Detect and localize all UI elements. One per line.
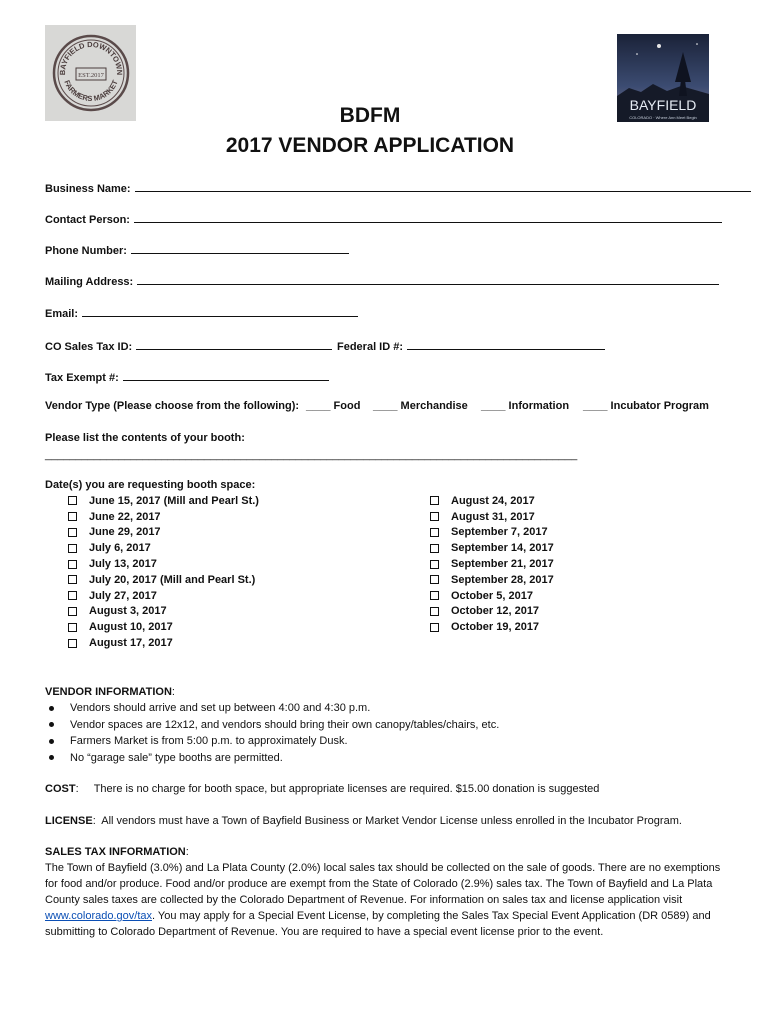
tax-exempt-field[interactable]: Tax Exempt #: xyxy=(45,369,329,384)
booth-contents-line[interactable]: _______________________________________________________________________________________ xyxy=(45,449,578,461)
bullet-icon xyxy=(49,755,54,760)
checkbox-icon[interactable] xyxy=(68,639,77,648)
contact-person-line[interactable] xyxy=(134,211,722,223)
date-option[interactable] xyxy=(68,635,259,651)
date-label: October 19, 2017 xyxy=(451,621,540,634)
bullet-icon xyxy=(49,739,54,744)
bullet-icon xyxy=(49,722,54,727)
checkbox-icon[interactable] xyxy=(68,623,77,632)
vendor-type-merchandise[interactable]: ____ Merchandise xyxy=(373,400,468,412)
booth-contents-label: Please list the contents of your booth: xyxy=(45,432,245,444)
date-option[interactable] xyxy=(430,540,554,556)
date-label: July 20, 2017 (Mill and Pearl St.) xyxy=(89,573,256,586)
date-label: August 31, 2017 xyxy=(451,510,535,523)
date-label: June 15, 2017 (Mill and Pearl St.) xyxy=(89,494,259,507)
title-vendor-application: 2017 VENDOR APPLICATION xyxy=(225,134,515,157)
sales-tax-heading: SALES TAX INFORMATION: xyxy=(45,846,189,858)
mailing-address-line[interactable] xyxy=(137,273,719,285)
vendor-info-item: No “garage sale” type booths are permitted. xyxy=(45,750,499,767)
date-option[interactable] xyxy=(68,619,259,635)
checkbox-icon[interactable] xyxy=(68,591,77,600)
checkbox-icon[interactable] xyxy=(430,512,439,521)
date-label: June 22, 2017 xyxy=(89,510,161,523)
checkbox-icon[interactable] xyxy=(430,575,439,584)
title-bdfm: BDFM xyxy=(339,104,401,127)
date-label: June 29, 2017 xyxy=(89,526,161,539)
license-section: LICENSE: All vendors must have a Town of Bayfield Business or Market Vendor License unless enrolled in the Incubator Program. xyxy=(45,815,682,827)
date-label: July 6, 2017 xyxy=(89,542,151,555)
co-sales-tax-id-line[interactable] xyxy=(136,338,332,350)
svg-text:BAYFIELD: BAYFIELD xyxy=(629,97,697,113)
date-option[interactable] xyxy=(430,525,554,541)
email-line[interactable] xyxy=(82,305,358,317)
vendor-info-list xyxy=(45,700,499,766)
checkbox-icon[interactable] xyxy=(68,544,77,553)
date-option[interactable] xyxy=(68,540,259,556)
svg-text:EST.2017: EST.2017 xyxy=(77,72,104,79)
date-label: August 10, 2017 xyxy=(89,621,173,634)
checkbox-icon[interactable] xyxy=(430,544,439,553)
cost-section: COST: There is no charge for booth space, but appropriate licenses are required. $15.00 donation is suggested xyxy=(45,783,600,795)
date-option[interactable] xyxy=(430,604,554,620)
date-option[interactable] xyxy=(68,493,259,509)
business-name-line[interactable] xyxy=(135,180,751,192)
date-option[interactable] xyxy=(68,572,259,588)
date-option[interactable] xyxy=(68,525,259,541)
vendor-info-item: Farmers Market is from 5:00 p.m. to approximately Dusk. xyxy=(45,733,499,750)
date-option[interactable] xyxy=(430,493,554,509)
date-option[interactable] xyxy=(430,588,554,604)
svg-text:COLORADO · Where Ann Meet Begi: COLORADO · Where Ann Meet Begin xyxy=(629,115,697,120)
tax-exempt-line[interactable] xyxy=(123,369,329,381)
co-sales-tax-id-field[interactable]: CO Sales Tax ID: xyxy=(45,338,332,353)
checkbox-icon[interactable] xyxy=(430,623,439,632)
federal-id-line[interactable] xyxy=(407,338,605,350)
date-label: August 24, 2017 xyxy=(451,494,535,507)
checkbox-icon[interactable] xyxy=(68,575,77,584)
date-label: October 12, 2017 xyxy=(451,605,540,618)
date-label: September 7, 2017 xyxy=(451,526,548,539)
checkbox-icon[interactable] xyxy=(430,496,439,505)
checkbox-icon[interactable] xyxy=(430,560,439,569)
bullet-icon xyxy=(49,706,54,711)
sales-tax-paragraph: The Town of Bayfield (3.0%) and La Plata County (2.0%) local sales tax should be collected on the sale of goods. There are no exemptions for food and/or produce. Food and/or produce are exempt from the State of Colorado (2.9%) sales tax. The Town of Bayfield and La Plata County sales taxes are collected by the Colorado Department of Revenue. For information on sales tax and license application visit www.colorado.gov/tax. You may apply for a Special Event License, by completing the Sales Tax Special Event Application (DR 0589) and submitting to Colorado Department of Revenue. You are required to have a special event license prior to the event. xyxy=(45,862,721,938)
date-option[interactable] xyxy=(68,509,259,525)
phone-number-line[interactable] xyxy=(131,242,349,254)
federal-id-field[interactable]: Federal ID #: xyxy=(337,338,605,353)
svg-text:FARMERS MARKET: FARMERS MARKET xyxy=(61,78,120,104)
checkbox-icon[interactable] xyxy=(68,512,77,521)
date-option[interactable] xyxy=(68,604,259,620)
date-option[interactable] xyxy=(430,619,554,635)
vendor-info-item: Vendors should arrive and set up between 4:00 and 4:30 p.m. xyxy=(45,700,499,717)
dates-label: Date(s) you are requesting booth space: xyxy=(45,479,256,491)
date-option[interactable] xyxy=(430,572,554,588)
vendor-info-heading: VENDOR INFORMATION: xyxy=(45,686,175,698)
vendor-type-label: Vendor Type (Please choose from the following): xyxy=(45,400,300,412)
checkbox-icon[interactable] xyxy=(68,496,77,505)
date-option[interactable] xyxy=(430,509,554,525)
svg-text:BAYFIELD DOWNTOWN: BAYFIELD DOWNTOWN xyxy=(57,39,124,76)
colorado-tax-link[interactable]: www.colorado.gov/tax xyxy=(45,910,152,922)
checkbox-icon[interactable] xyxy=(68,607,77,616)
phone-number-field[interactable]: Phone Number: xyxy=(45,242,349,257)
vendor-info-item: Vendor spaces are 12x12, and vendors should bring their own canopy/tables/chairs, etc. xyxy=(45,717,499,734)
contact-person-field[interactable]: Contact Person: xyxy=(45,211,722,226)
date-option[interactable] xyxy=(68,556,259,572)
date-label: August 17, 2017 xyxy=(89,637,173,650)
vendor-type-information[interactable]: ____ Information xyxy=(481,400,570,412)
vendor-type-food[interactable]: ____ Food xyxy=(306,400,361,412)
checkbox-icon[interactable] xyxy=(430,607,439,616)
mailing-address-field[interactable]: Mailing Address: xyxy=(45,273,719,288)
date-label: September 28, 2017 xyxy=(451,573,554,586)
checkbox-icon[interactable] xyxy=(68,560,77,569)
vendor-type-incubator-program[interactable]: ____ Incubator Program xyxy=(583,400,709,412)
email-field[interactable]: Email: xyxy=(45,305,358,320)
date-label: October 5, 2017 xyxy=(451,589,533,602)
dates-left-column xyxy=(68,493,259,651)
checkbox-icon[interactable] xyxy=(430,528,439,537)
date-label: July 27, 2017 xyxy=(89,589,157,602)
date-label: August 3, 2017 xyxy=(89,605,167,618)
checkbox-icon[interactable] xyxy=(430,591,439,600)
business-name-field[interactable]: Business Name: xyxy=(45,180,751,195)
dates-right-column xyxy=(430,493,554,635)
date-label: September 21, 2017 xyxy=(451,558,554,571)
checkbox-icon[interactable] xyxy=(68,528,77,537)
date-option[interactable] xyxy=(68,588,259,604)
date-option[interactable] xyxy=(430,556,554,572)
date-label: September 14, 2017 xyxy=(451,542,554,555)
date-label: July 13, 2017 xyxy=(89,558,157,571)
